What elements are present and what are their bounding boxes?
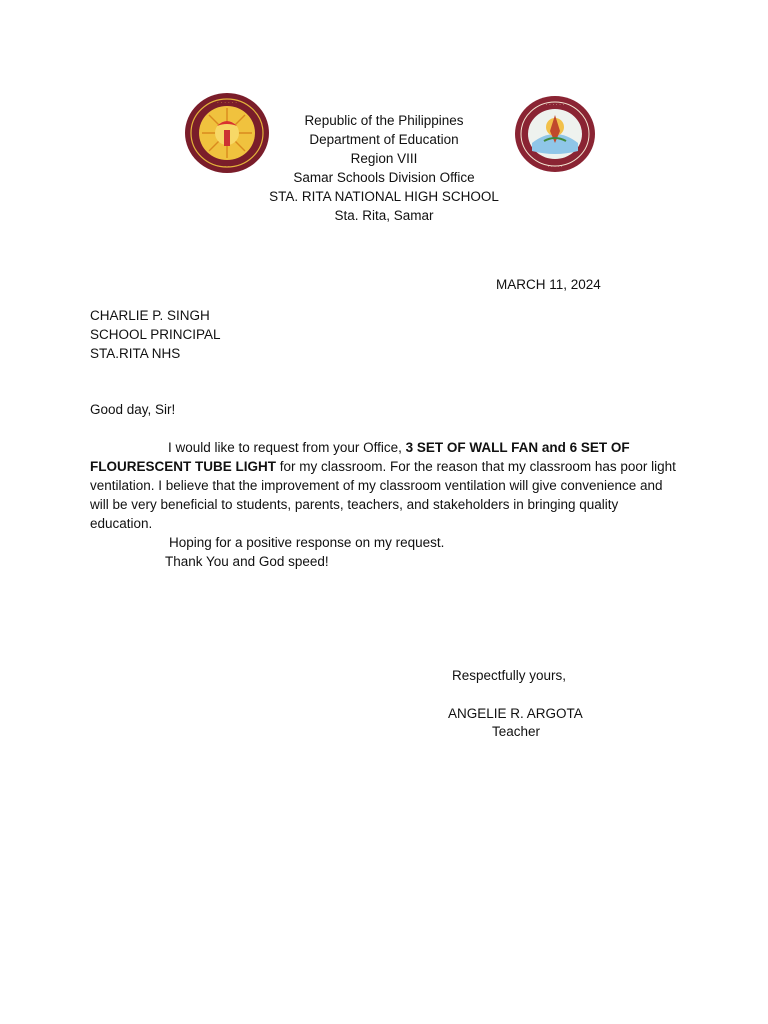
complimentary-close: Respectfully yours,	[452, 668, 567, 683]
letterhead-line-school: STA. RITA NATIONAL HIGH SCHOOL	[269, 189, 499, 204]
letterhead-line-address: Sta. Rita, Samar	[334, 208, 434, 223]
letterhead-line-department: Department of Education	[309, 132, 459, 147]
svg-text:· · · · · ·: · · · · · ·	[216, 164, 238, 170]
letterhead	[230, 111, 538, 225]
body-intro: I would like to request from your Office,	[168, 440, 406, 455]
signer-name: ANGELIE R. ARGOTA	[448, 706, 583, 721]
hoping-line: Hoping for a positive response on my request.	[169, 535, 445, 550]
letterhead-line-republic: Republic of the Philippines	[304, 113, 464, 128]
svg-text:· · · · · ·: · · · · · ·	[545, 102, 565, 108]
recipient-block	[90, 306, 221, 363]
svg-text:· · · · · ·: · · · · · ·	[216, 100, 238, 106]
letter-body	[90, 438, 680, 533]
svg-text:· · · · ·: · · · · ·	[547, 164, 563, 170]
letterhead-line-region: Region VIII	[350, 151, 418, 166]
recipient-name: CHARLIE P. SINGH	[90, 308, 210, 323]
letterhead-line-division: Samar Schools Division Office	[293, 170, 475, 185]
thanks-line: Thank You and God speed!	[165, 554, 329, 569]
request-items: 3 SET OF WALL FAN and 6 SET OF FLOURESCENT TUBE LIGHT	[90, 440, 630, 474]
recipient-school: STA.RITA NHS	[90, 346, 181, 361]
body-rest: for my classroom. For the reason that my classroom has poor light ventilation. I believe that the improvement of my classroom ventilation will give convenience and will be very beneficial to students, parents, teachers, and stakeholders in bringing quality education.	[90, 459, 676, 531]
signer-role: Teacher	[492, 724, 541, 739]
letter-date: MARCH 11, 2024	[496, 277, 601, 292]
recipient-title: SCHOOL PRINCIPAL	[90, 327, 221, 342]
salutation: Good day, Sir!	[90, 402, 176, 417]
